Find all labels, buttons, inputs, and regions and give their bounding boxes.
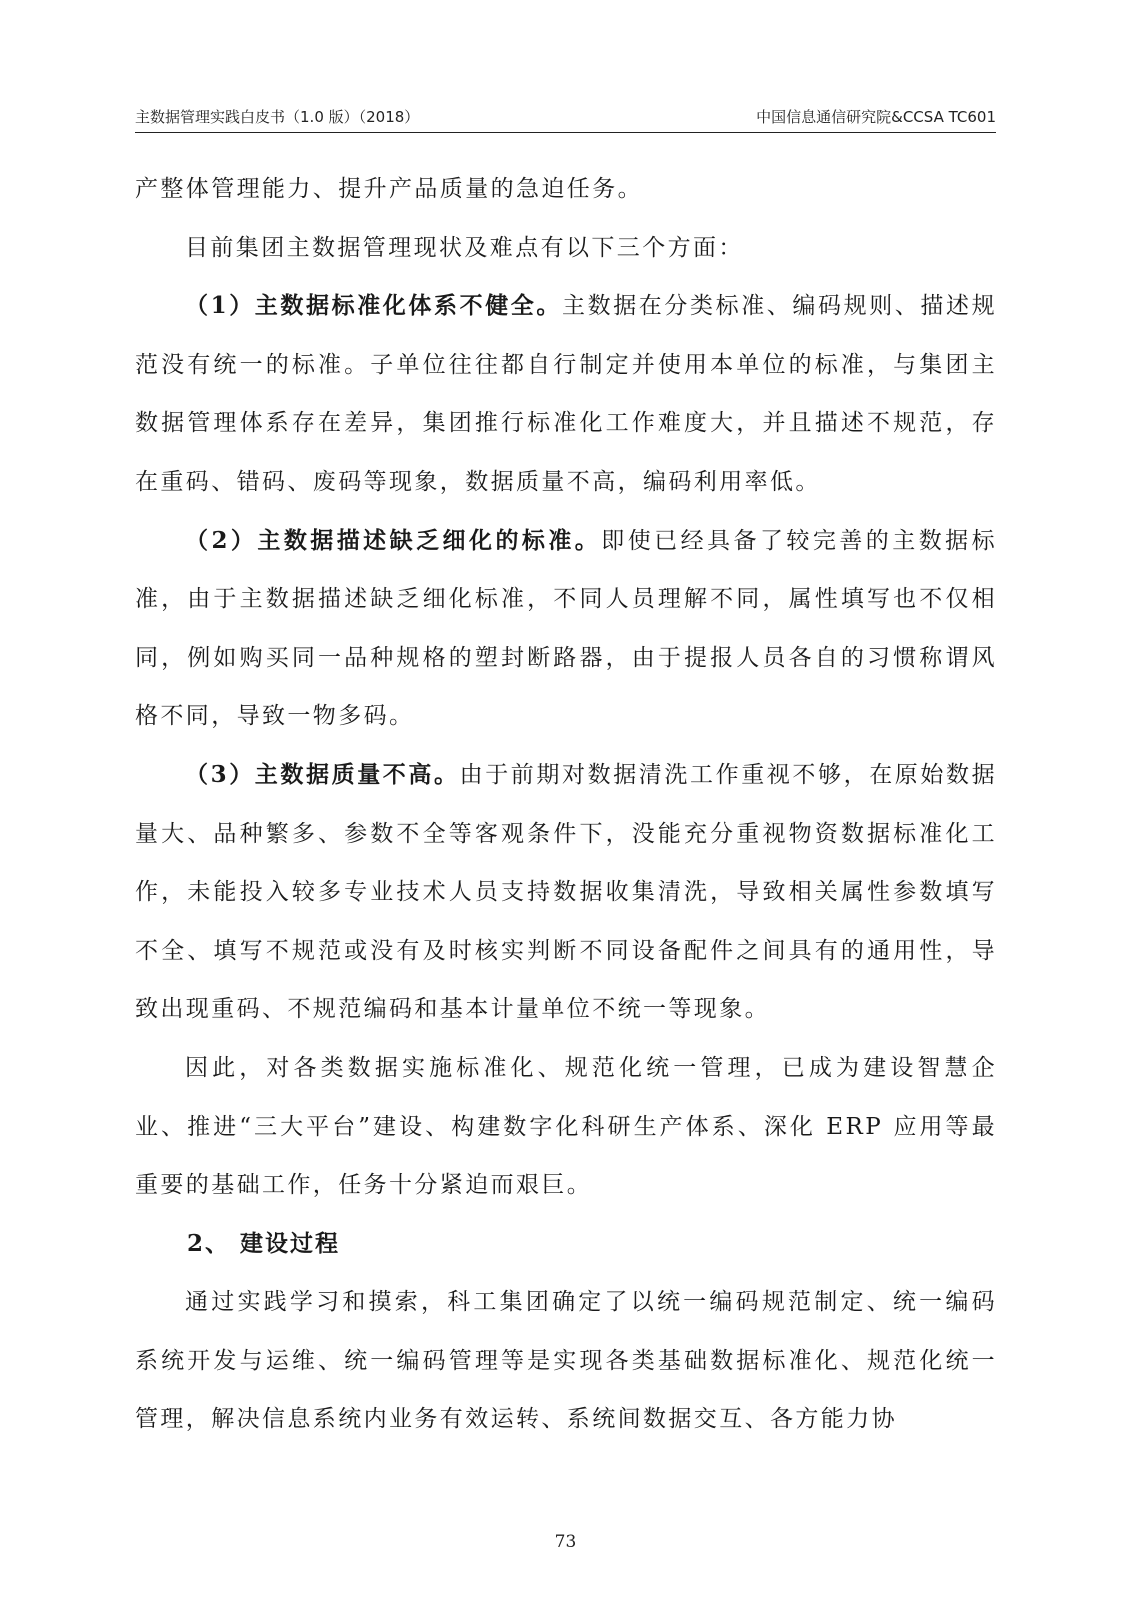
header-document-title: 主数据管理实践白皮书（1.0 版）（2018） — [135, 108, 420, 126]
point-1-lead: （1）主数据标准化体系不健全。 — [185, 292, 562, 320]
point-1-text: 主数据在分类标准、编码规则、描述规范没有统一的标准。子单位往往都自行制定并使用本单位的标准，与集团主数据管理体系存在差异，集团推行标准化工作难度大，并且描述不规范，存在重码、错码、废码等现象，数据质量不高，编码利用率低。 — [135, 293, 997, 495]
section-heading: 2、 建设过程 — [187, 1229, 341, 1257]
paragraph-construction-process: 通过实践学习和摸索，科工集团确定了以统一编码规范制定、统一编码系统开发与运维、统一编码管理等是实现各类基础数据标准化、规范化统一管理，解决信息系统内业务有效运转、系统间数据交互、各方能力协 — [135, 1289, 997, 1433]
header-organization: 中国信息通信研究院&CCSA TC601 — [756, 108, 996, 126]
page-header — [135, 104, 996, 133]
paragraph-point-2 — [135, 512, 997, 746]
paragraph-intro: 目前集团主数据管理现状及难点有以下三个方面： — [185, 234, 744, 261]
page-number: 73 — [554, 1532, 577, 1552]
paragraph-continuation: 产整体管理能力、提升产品质量的急迫任务。 — [135, 176, 643, 202]
point-3-text: 由于前期对数据清洗工作重视不够，在原始数据量大、品种繁多、参数不全等客观条件下，没能充分重视物资数据标准化工作，未能投入较多专业技术人员支持数据收集清洗，导致相关属性参数填写不全、填写不规范或没有及时核实判断不同设备配件之间具有的通用性，导致出现重码、不规范编码和基本计量单位不统一等现象。 — [135, 761, 998, 1023]
page-body — [135, 160, 997, 1449]
point-2-text: 即使已经具备了较完善的主数据标准，由于主数据描述缺乏细化标准，不同人员理解不同，属性填写也不仅相同，例如购买同一品种规格的塑封断路器，由于提报人员各自的习惯称谓风格不同，导致一物多码。 — [135, 527, 998, 730]
paragraph-point-3 — [135, 746, 997, 1039]
point-3-lead: （3）主数据质量不高。 — [185, 760, 460, 788]
point-2-lead: （2）主数据描述缺乏细化的标准。 — [185, 526, 602, 554]
paragraph-conclusion: 因此，对各类数据实施标准化、规范化统一管理，已成为建设智慧企业、推进“三大平台”建设、构建数字化科研生产体系、深化 ERP 应用等最重要的基础工作，任务十分紧迫而艰巨。 — [135, 1054, 997, 1199]
paragraph-point-1 — [135, 277, 997, 511]
